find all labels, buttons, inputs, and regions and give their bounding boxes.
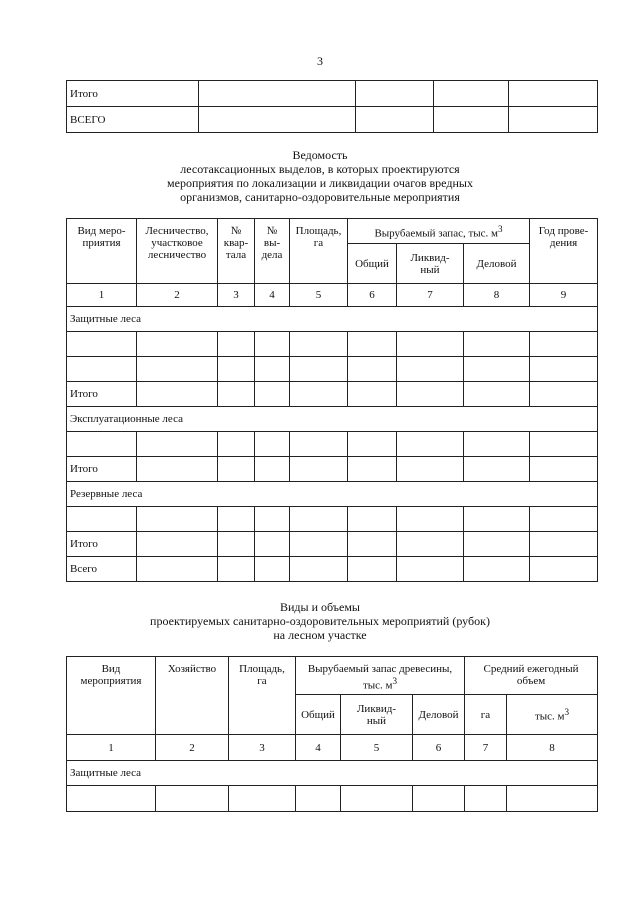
column-numbers-row: [67, 284, 598, 307]
header-likvid: Ликвид- ный: [397, 244, 464, 284]
table-row: [67, 432, 598, 457]
section-ekspluatatsionnye: Эксплуатационные леса: [67, 407, 598, 432]
col-number: 8: [507, 735, 598, 761]
section-zashchitnye: Защитные леса: [67, 761, 598, 786]
itogo-label: Итого: [67, 532, 137, 557]
col-number: 3: [218, 284, 255, 307]
header-tys: тыс. $м^3$: [507, 695, 598, 735]
col-number: 6: [413, 735, 465, 761]
vedomost-table: [66, 218, 598, 582]
title-line: лесотаксационных выделов, в которых проектируются: [180, 162, 460, 176]
title-line: проектируемых санитарно-оздоровительных мероприятий (рубок): [150, 614, 490, 628]
table-row: [67, 557, 598, 582]
col-number: 5: [341, 735, 413, 761]
header-delovoy: Деловой: [413, 695, 465, 735]
header-obshchiy: Общий: [348, 244, 397, 284]
header-zapas: Вырубаемый запас, тыс. $м^3$: [348, 219, 530, 244]
table-row: [67, 107, 598, 133]
title-line: на лесном участке: [273, 628, 367, 642]
col-number: 1: [67, 284, 137, 307]
col-number: 1: [67, 735, 156, 761]
col-number: 2: [137, 284, 218, 307]
header-ploshchad: Площадь, га: [290, 219, 348, 284]
itogo-label: Итого: [67, 81, 199, 107]
col-number: 7: [465, 735, 507, 761]
col-number: 4: [255, 284, 290, 307]
page-number: 3: [317, 54, 323, 68]
col-number: 6: [348, 284, 397, 307]
table-row: [67, 332, 598, 357]
col-number: 3: [229, 735, 296, 761]
header-ga: га: [465, 695, 507, 735]
header-lesnichestvo: Лесничество, участковое лесничество: [137, 219, 218, 284]
header-sredniy: Средний ежегодный объем: [465, 657, 598, 695]
itogo-label: Итого: [67, 457, 137, 482]
title-line: Виды и объемы: [279, 600, 360, 614]
header-obshchiy: Общий: [296, 695, 341, 735]
col-number: 7: [397, 284, 464, 307]
table-row: [67, 81, 598, 107]
top-totals-table: [66, 80, 598, 133]
col-number: 5: [290, 284, 348, 307]
table-row: [67, 786, 598, 812]
header-vydel: № вы- дела: [255, 219, 290, 284]
title-line: мероприятия по локализации и ликвидации очагов вредных: [167, 176, 473, 190]
header-zapas: Вырубаемый запас древесины, тыс. $м^3$: [296, 657, 465, 695]
vsego-label: Всего: [67, 557, 137, 582]
header-likvid: Ликвид- ный: [341, 695, 413, 735]
header-delovoy: Деловой: [464, 244, 530, 284]
header-ploshchad: Площадь, га: [229, 657, 296, 735]
table-row: [67, 457, 598, 482]
header-god: Год прове- дения: [530, 219, 598, 284]
header-kvartal: № квар- тала: [218, 219, 255, 284]
col-number: 2: [156, 735, 229, 761]
itogo-label: Итого: [67, 382, 137, 407]
table-row: [67, 357, 598, 382]
title-line: Ведомость: [292, 148, 348, 162]
col-number: 8: [464, 284, 530, 307]
header-vid: Вид мероприятия: [67, 657, 156, 735]
header-khozyaystvo: Хозяйство: [156, 657, 229, 735]
vidy-table: [66, 656, 598, 812]
title-line: организмов, санитарно-оздоровительные мероприятия: [180, 190, 460, 204]
header-vid: Вид меро- приятия: [67, 219, 137, 284]
table-row: [67, 507, 598, 532]
col-number: 4: [296, 735, 341, 761]
column-numbers-row: [67, 735, 598, 761]
table-row: [67, 382, 598, 407]
section-zashchitnye: Защитные леса: [67, 307, 598, 332]
vedomost-title: [0, 148, 640, 204]
section-rezervnye: Резервные леса: [67, 482, 598, 507]
vidy-title: [0, 600, 640, 642]
table-row: [67, 532, 598, 557]
vsego-label: ВСЕГО: [67, 107, 199, 133]
col-number: 9: [530, 284, 598, 307]
